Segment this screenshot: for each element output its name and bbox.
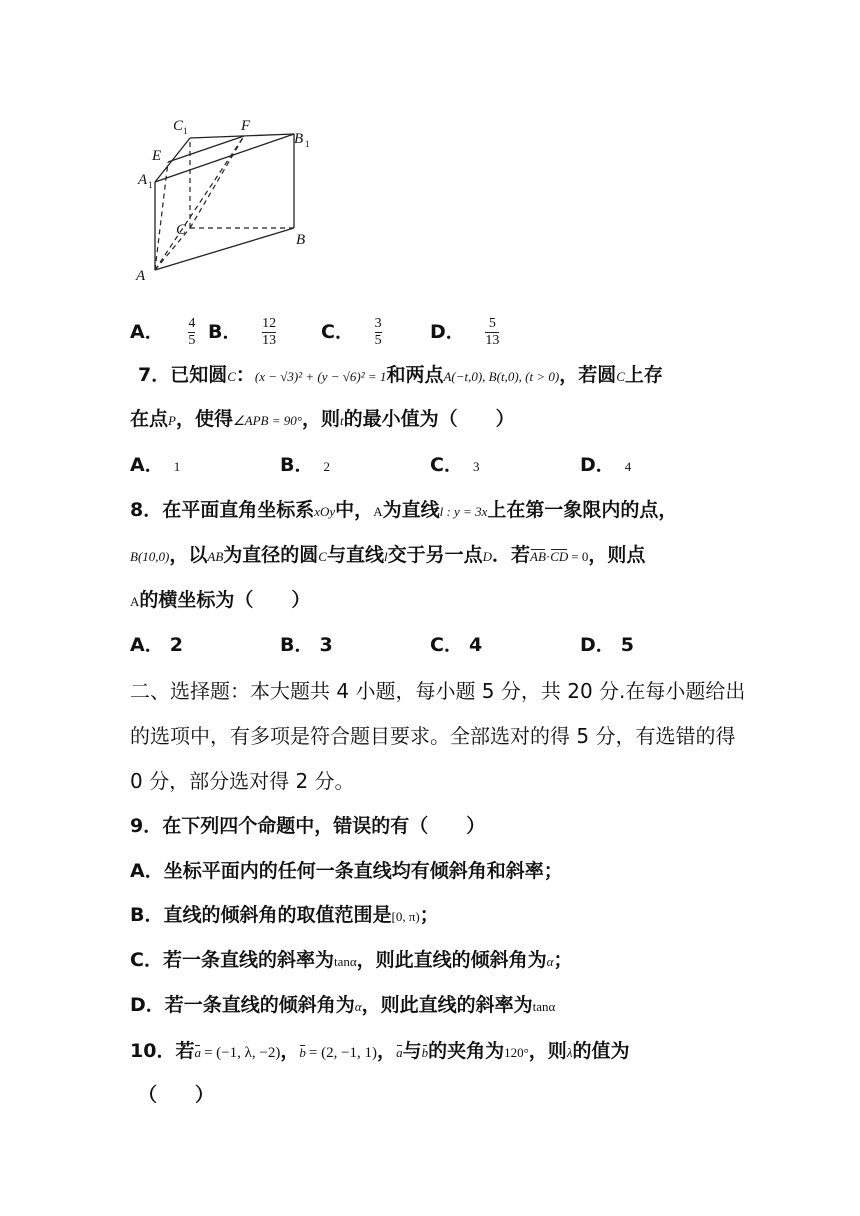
vector-CD: CD bbox=[550, 549, 569, 564]
lambda-math: λ bbox=[566, 1045, 573, 1060]
numerator: 5 bbox=[488, 316, 496, 331]
text: 的值为 bbox=[572, 1040, 630, 1062]
section2-line2: 的选项中，有多项是符合题目要求。全部选对的得 5 分，有选错的得 bbox=[130, 724, 736, 748]
q6-option-d-fraction bbox=[485, 316, 499, 349]
option-label: D． bbox=[580, 454, 615, 476]
math-P: P bbox=[168, 413, 176, 428]
option-label: A． bbox=[130, 454, 164, 476]
label-C1: C bbox=[173, 118, 184, 134]
text: ，则 bbox=[528, 1040, 567, 1062]
q7-option-d bbox=[580, 456, 631, 475]
text: ，则点 bbox=[588, 544, 646, 566]
text: 为直线 bbox=[382, 499, 440, 521]
text: 为直径的圆 bbox=[223, 544, 319, 566]
tan-math: tanα bbox=[333, 954, 357, 969]
math-C: C bbox=[227, 369, 236, 384]
text: 交于另一点 bbox=[387, 544, 483, 566]
vector-AB: AB bbox=[530, 549, 546, 564]
denominator: 5 bbox=[188, 333, 196, 349]
option-label: B． bbox=[280, 634, 314, 656]
q6-option-a-label: A． bbox=[130, 321, 164, 344]
text: ，以 bbox=[169, 544, 208, 566]
option-value: 4 bbox=[624, 459, 632, 474]
text: 与直线 bbox=[326, 544, 384, 566]
vector-b: b bbox=[299, 1045, 306, 1060]
q6-option-c bbox=[321, 316, 382, 349]
dot-operator: · bbox=[545, 549, 551, 564]
label-B: B bbox=[296, 232, 306, 248]
math-D: D bbox=[482, 549, 492, 564]
q8-stem-line3 bbox=[130, 591, 310, 610]
q9-option-b bbox=[130, 906, 439, 925]
text: 在点 bbox=[130, 408, 169, 430]
text: ： bbox=[235, 364, 255, 386]
equals-zero: = 0 bbox=[571, 549, 589, 564]
text: ，若圆 bbox=[559, 364, 617, 386]
q6-option-c-label: C． bbox=[321, 321, 354, 344]
q7-stem-line2 bbox=[130, 410, 515, 429]
q8-stem-line2 bbox=[130, 546, 645, 565]
vector-b: b bbox=[421, 1045, 429, 1060]
math-xOy: xOy bbox=[314, 504, 336, 519]
math-AB: AB bbox=[207, 549, 224, 564]
angle-math: ∠APB = 90° bbox=[232, 413, 302, 428]
q8-option-c bbox=[430, 636, 482, 655]
q6-option-d-label: D． bbox=[430, 321, 465, 344]
denominator: 13 bbox=[262, 333, 277, 349]
edge-A-F bbox=[155, 136, 244, 270]
q9-option-a: A．坐标平面内的任何一条直线均有倾斜角和斜率； bbox=[130, 860, 563, 882]
option-label: B． bbox=[280, 454, 314, 476]
text: ．若 bbox=[492, 544, 531, 566]
option-label: C． bbox=[430, 634, 463, 656]
edge-C-F bbox=[190, 136, 244, 228]
text: 上在第一象限内的点， bbox=[487, 499, 678, 521]
option-label: D． bbox=[580, 634, 615, 656]
text: 的最小值为（ ） bbox=[343, 408, 515, 430]
vector-a: a bbox=[396, 1045, 403, 1060]
q7-option-c bbox=[430, 456, 479, 475]
edge-A1-B1 bbox=[155, 134, 294, 182]
angle-math: 120° bbox=[504, 1045, 529, 1060]
tan-math: tanα bbox=[532, 999, 556, 1014]
option-value: 2 bbox=[169, 634, 183, 656]
text: 8．在平面直角坐标系 bbox=[130, 499, 315, 521]
section2-line1: 二、选择题：本大题共 4 小题，每小题 5 分，共 20 分.在每小题给出 bbox=[130, 679, 746, 703]
label-B1-sub: 1 bbox=[305, 139, 310, 149]
q9-option-c bbox=[130, 951, 573, 970]
text: ； bbox=[553, 949, 573, 971]
option-value: 1 bbox=[173, 459, 181, 474]
vector-a-value: = (−1, λ, −2) bbox=[203, 1045, 281, 1061]
q10-stem-line2: （ ） bbox=[138, 1084, 215, 1106]
math-C: C bbox=[318, 549, 327, 564]
vector-a: a bbox=[194, 1045, 201, 1060]
vector-b-value: = (2, −1, 1) bbox=[308, 1045, 378, 1061]
math-A: A bbox=[373, 504, 383, 519]
math-t: t bbox=[339, 413, 344, 428]
label-A: A bbox=[136, 268, 146, 284]
label-A1-sub: 1 bbox=[148, 180, 153, 190]
label-E: E bbox=[152, 148, 162, 164]
q8-option-b bbox=[280, 636, 333, 655]
text: ， bbox=[377, 1040, 397, 1062]
point-B: B(10,0) bbox=[130, 549, 170, 564]
option-label: A． bbox=[130, 634, 164, 656]
q6-option-b-fraction bbox=[262, 316, 276, 349]
text: ，则此直线的倾斜角为 bbox=[356, 949, 547, 971]
text: ； bbox=[419, 904, 439, 926]
text: 与 bbox=[402, 1040, 422, 1062]
text: ，使得 bbox=[175, 408, 233, 430]
prism-figure bbox=[120, 110, 330, 295]
text: ，则此直线的斜率为 bbox=[361, 994, 533, 1016]
q6-option-b-label: B． bbox=[208, 321, 242, 344]
text: 10．若 bbox=[130, 1040, 195, 1062]
alpha-math: α bbox=[354, 999, 362, 1014]
q6-option-c-fraction bbox=[375, 316, 382, 349]
text: B．直线的倾斜角的取值范围是 bbox=[130, 904, 392, 926]
q8-option-d bbox=[580, 636, 634, 655]
label-A1: A bbox=[138, 172, 148, 188]
option-value: 2 bbox=[323, 459, 330, 474]
q6-option-a-fraction bbox=[188, 316, 195, 349]
math-C: C bbox=[616, 369, 625, 384]
q7-option-b bbox=[280, 456, 330, 475]
q6-option-d bbox=[430, 316, 499, 349]
alpha-math: α bbox=[546, 954, 554, 969]
q6-option-b bbox=[208, 316, 276, 349]
text: 的横坐标为（ ） bbox=[139, 589, 311, 611]
q7-option-a bbox=[130, 456, 180, 475]
denominator: 13 bbox=[485, 333, 500, 349]
q9-stem: 9．在下列四个命题中，错误的有（ ） bbox=[130, 815, 486, 837]
label-C: C bbox=[176, 222, 187, 238]
option-value: 3 bbox=[472, 459, 480, 474]
points-math: A(−t,0), B(t,0), (t > 0) bbox=[443, 369, 560, 384]
math-A: A bbox=[130, 594, 140, 609]
label-B1: B bbox=[294, 131, 304, 147]
q6-option-a bbox=[130, 316, 195, 349]
label-C1-sub: 1 bbox=[183, 126, 188, 136]
option-value: 5 bbox=[620, 634, 635, 656]
numerator: 12 bbox=[262, 316, 277, 331]
q7-stem-line1 bbox=[138, 366, 663, 385]
denominator: 5 bbox=[374, 333, 382, 349]
text: ， bbox=[280, 1040, 300, 1062]
q8-stem-line1 bbox=[130, 501, 677, 520]
q8-option-a bbox=[130, 636, 183, 655]
edge-E-F bbox=[168, 136, 244, 162]
numerator: 3 bbox=[374, 316, 382, 331]
option-label: C． bbox=[430, 454, 463, 476]
numerator: 4 bbox=[188, 316, 196, 331]
q10-stem-line1 bbox=[130, 1042, 629, 1061]
text: 7．已知圆 bbox=[138, 364, 228, 386]
option-value: 4 bbox=[468, 634, 483, 656]
option-value: 3 bbox=[319, 634, 333, 656]
label-F: F bbox=[241, 118, 251, 134]
interval-math: [0, π) bbox=[391, 909, 420, 924]
text: 上存 bbox=[624, 364, 663, 386]
math-l: l bbox=[383, 549, 388, 564]
q9-option-d bbox=[130, 996, 555, 1015]
section2-line3: 0 分，部分选对得 2 分。 bbox=[130, 769, 355, 793]
text: 和两点 bbox=[386, 364, 444, 386]
text: D．若一条直线的倾斜角为 bbox=[130, 994, 355, 1016]
circle-equation: (x − √3)² + (y − √6)² = 1 bbox=[254, 369, 387, 384]
text: 中， bbox=[335, 499, 374, 521]
line-equation: l : y = 3x bbox=[439, 504, 488, 519]
text: C．若一条直线的斜率为 bbox=[130, 949, 334, 971]
text: ，则 bbox=[301, 408, 340, 430]
text: 的夹角为 bbox=[428, 1040, 505, 1062]
